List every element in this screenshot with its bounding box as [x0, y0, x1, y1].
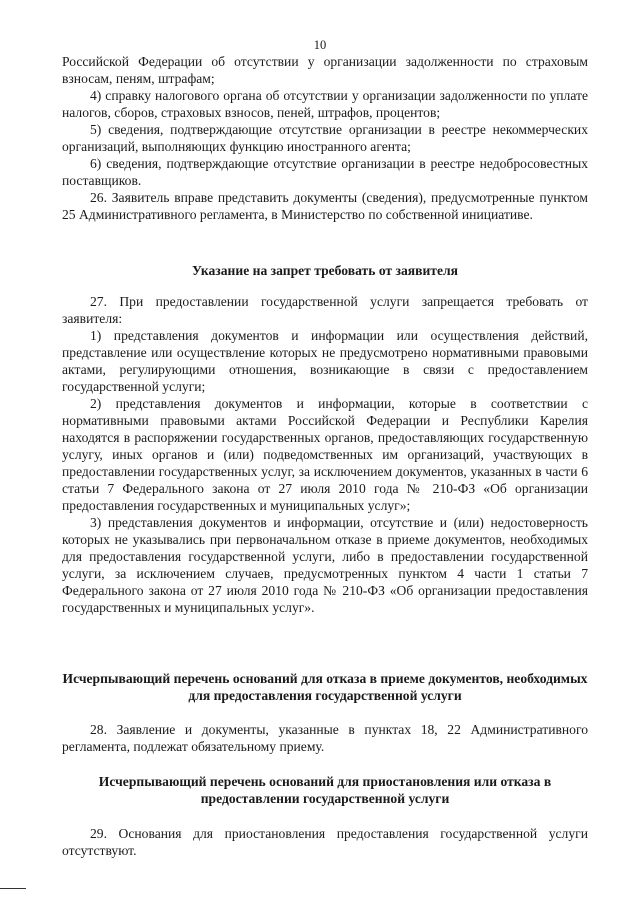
section-heading-suspension-refusal: Исчерпывающий перечень оснований для приостановления или отказа в предоставлении государственной услуги: [98, 774, 552, 806]
page-number: 10: [313, 38, 327, 52]
section-heading-refusal-acceptance: Исчерпывающий перечень оснований для отказа в приеме документов, необходимых для предоставления государственной услуги: [62, 671, 588, 703]
text-block-items-4-6-and-26: [62, 53, 588, 223]
footnote-separator: [0, 888, 26, 889]
paragraph: 3) представления документов и информации, отсутствие и (или) недостоверность которых не указывались при первоначальном отказе в приеме документов, необходимых для предоставления государственной услуги, либо в предоставлении государственной услуги, за исключением случаев, предусмотренных пунктом 4 части 1 статьи 7 Федерального закона от 27 июля 2010 года № 210-ФЗ «Об организации предоставления государственных и муниципальных услуг».: [62, 515, 588, 615]
section-heading-prohibitions: Указание на запрет требовать от заявителя: [192, 263, 458, 278]
text-block-item-29: [62, 825, 588, 859]
paragraph: 4) справку налогового органа об отсутствии у организации задолженности по уплате налогов, сборов, страховых взносов, пеней, штрафов, процентов;: [62, 88, 588, 120]
text-block-item-28: [62, 721, 588, 755]
paragraph: 29. Основания для приостановления предоставления государственной услуги отсутствуют.: [62, 826, 588, 858]
paragraph: 27. При предоставлении государственной услуги запрещается требовать от заявителя:: [62, 294, 588, 326]
paragraph: Российской Федерации об отсутствии у организации задолженности по страховым взносам, пеням, штрафам;: [62, 54, 588, 86]
text-block-item-27: [62, 293, 588, 616]
paragraph: 5) сведения, подтверждающие отсутствие организации в реестре некоммерческих организаций, выполняющих функцию иностранного агента;: [62, 122, 588, 154]
paragraph: 6) сведения, подтверждающие отсутствие организации в реестре недобросовестных поставщиков.: [62, 156, 588, 188]
paragraph: 26. Заявитель вправе представить документы (сведения), предусмотренные пунктом 25 Административного регламента, в Министерство по собственной инициативе.: [62, 190, 588, 222]
paragraph: 2) представления документов и информации, которые в соответствии с нормативными правовыми актами Российской Федерации и Республики Карелия находятся в распоряжении государственных органов, предоставляющих государственную услугу, иных органов и (или) подведомственных им организаций, участвующих в предоставлении государственных услуг, за исключением документов, указанных в части 6 статьи 7 Федерального закона от 27 июля 2010 года № 210-ФЗ «Об организации предоставления государственных и муниципальных услуг»;: [62, 396, 588, 513]
paragraph: 1) представления документов и информации или осуществления действий, представление или осуществление которых не предусмотрено нормативными правовыми актами, регулирующими отношения, возникающие в связи с предоставлением государственной услуги;: [62, 328, 588, 394]
paragraph: 28. Заявление и документы, указанные в пунктах 18, 22 Административного регламента, подлежат обязательному приему.: [62, 722, 588, 754]
